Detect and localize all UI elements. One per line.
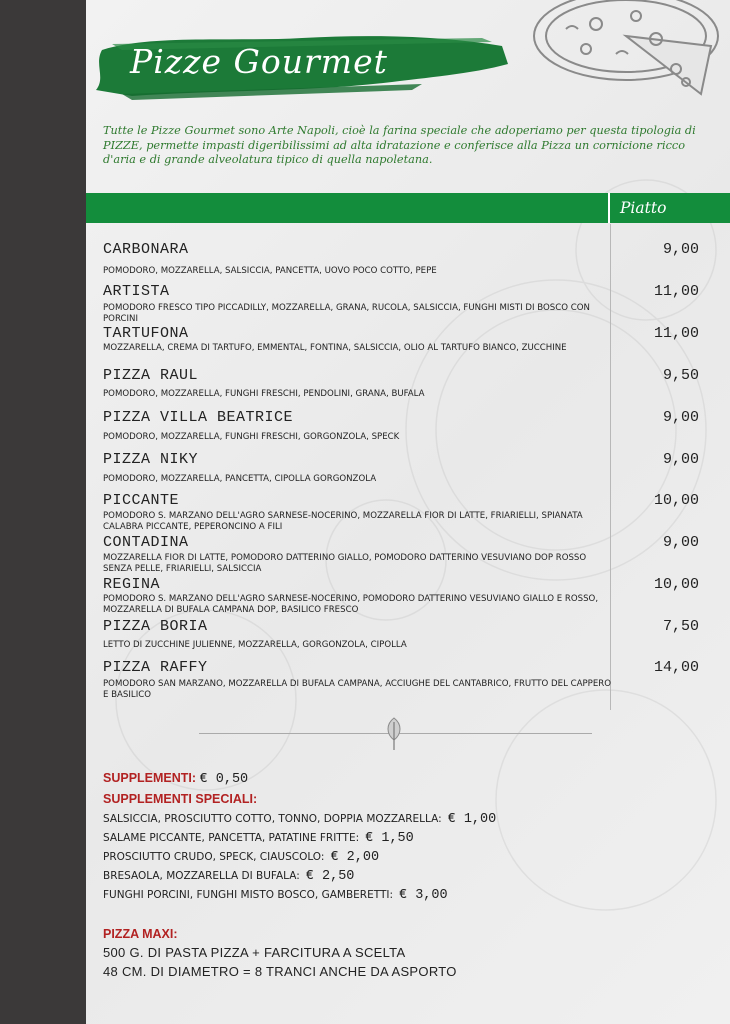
- supplement-text: SALAME PICCANTE, PANCETTA, PATATINE FRITTE:: [103, 832, 360, 844]
- item-description: POMODORO, MOZZARELLA, PANCETTA, CIPOLLA GORGONZOLA: [103, 474, 377, 484]
- item-price: 7,50: [662, 618, 699, 635]
- item-description: POMODORO S. MARZANO DELL'AGRO SARNESE-NOCERINO, MOZZARELLA FIOR DI LATTE, FRIARIELLI, SPIANATA CALABRA PICCANTE, PEPERONCINO A FILI: [103, 511, 583, 532]
- supplements-label: [103, 771, 248, 787]
- item-description: POMODORO FRESCO TIPO PICCADILLY, MOZZARELLA, GRANA, RUCOLA, SALSICCIA, FUNGHI MISTI DI BOSCO CON PORCINI: [103, 303, 590, 324]
- item-price: 10,00: [653, 576, 699, 593]
- item-description: LETTO DI ZUCCHINE JULIENNE, MOZZARELLA, GORGONZOLA, CIPOLLA: [103, 640, 407, 650]
- item-price: 9,00: [662, 409, 699, 426]
- header-separator: [608, 193, 610, 223]
- item-name: PICCANTE: [103, 492, 180, 509]
- leaf-ornament-icon: [382, 716, 406, 752]
- item-name: PIZZA NIKY: [103, 451, 199, 468]
- supplement-price: € 1,00: [447, 812, 497, 827]
- supplement-line: [103, 869, 354, 884]
- page-title: Pizze Gourmet: [130, 42, 388, 81]
- supplements-label-text: SUPPLEMENTI:: [103, 771, 197, 785]
- item-description: POMODORO S. MARZANO DELL'AGRO SARNESE-NOCERINO, POMODORO DATTERINO VESUVIANO GIALLO E ROSSO, MOZZARELLA DI BUFALA CAMPANA DOP, BASILICO FRESCO: [103, 594, 599, 615]
- item-price: 14,00: [653, 659, 699, 676]
- item-description: POMODORO, MOZZARELLA, SALSICCIA, PANCETTA, UOVO POCO COTTO, PEPE: [103, 266, 437, 276]
- item-price: 9,00: [662, 534, 699, 551]
- item-description: MOZZARELLA, CREMA DI TARTUFO, EMMENTAL, FONTINA, SALSICCIA, OLIO AL TARTUFO BIANCO, ZUCCHINE: [103, 343, 567, 353]
- supplement-price: € 3,00: [399, 888, 448, 903]
- column-header-piatto: Piatto: [620, 199, 667, 217]
- pizza-maxi-title: PIZZA MAXI:: [103, 927, 178, 941]
- supplement-price: € 1,50: [365, 831, 414, 846]
- item-description: POMODORO, MOZZARELLA, FUNGHI FRESCHI, PENDOLINI, GRANA, BUFALA: [103, 389, 425, 399]
- item-price: 10,00: [653, 492, 699, 509]
- supplement-text: FUNGHI PORCINI, FUNGHI MISTO BOSCO, GAMBERETTI:: [103, 889, 393, 901]
- supplement-price: € 2,00: [330, 850, 380, 865]
- item-price: 9,00: [662, 451, 699, 468]
- intro-text: Tutte le Pizze Gourmet sono Arte Napoli, cioè la farina speciale che adoperiamo per questa tipologia di PIZZE, permette impasti digeribilissimi ad alta idratazione e conferisce alla Pizza un cornicione ricco d'aria e di grande alveolatura tipico di quella napoletana.: [103, 124, 696, 166]
- pizza-sketch-icon: [526, 0, 726, 104]
- supplement-line: [103, 831, 414, 846]
- item-price: 11,00: [653, 325, 699, 342]
- price-column-divider: [610, 224, 611, 710]
- item-name: REGINA: [103, 576, 161, 593]
- item-name: ARTISTA: [103, 283, 170, 300]
- item-name: PIZZA RAUL: [103, 367, 199, 384]
- pizza-maxi-line-2: 48 CM. DI DIAMETRO = 8 TRANCI ANCHE DA ASPORTO: [103, 964, 457, 979]
- special-supplements-label: SUPPLEMENTI SPECIALI:: [103, 792, 258, 806]
- item-description: POMODORO, MOZZARELLA, FUNGHI FRESCHI, GORGONZOLA, SPECK: [103, 432, 400, 442]
- item-description: POMODORO SAN MARZANO, MOZZARELLA DI BUFALA CAMPANA, ACCIUGHE DEL CANTABRICO, FRUTTO DEL CAPPERO E BASILICO: [103, 679, 612, 700]
- pizza-maxi-line-1: 500 G. DI PASTA PIZZA + FARCITURA A SCELTA: [103, 945, 406, 960]
- supplement-text: BRESAOLA, MOZZARELLA DI BUFALA:: [103, 870, 300, 882]
- supplement-text: SALSICCIA, PROSCIUTTO COTTO, TONNO, DOPPIA MOZZARELLA:: [103, 813, 442, 825]
- item-description: MOZZARELLA FIOR DI LATTE, POMODORO DATTERINO GIALLO, POMODORO DATTERINO VESUVIANO DOP ROSSO SENZA PELLE, FRIARIELLI, SALSICCIA: [103, 553, 587, 574]
- item-price: 11,00: [653, 283, 699, 300]
- menu-page: [86, 0, 730, 1024]
- left-sidebar-strip: [0, 0, 86, 1024]
- supplement-line: [103, 812, 496, 827]
- item-name: PIZZA BORIA: [103, 618, 208, 635]
- item-price: 9,50: [662, 367, 699, 384]
- item-name: PIZZA RAFFY: [103, 659, 208, 676]
- item-name: CONTADINA: [103, 534, 189, 551]
- item-name: TARTUFONA: [103, 325, 189, 342]
- supplement-line: [103, 850, 379, 865]
- item-name: CARBONARA: [103, 241, 189, 258]
- supplements-price: € 0,50: [199, 772, 249, 787]
- supplement-text: PROSCIUTTO CRUDO, SPECK, CIAUSCOLO:: [103, 851, 325, 863]
- supplement-price: € 2,50: [305, 869, 355, 884]
- supplement-line: [103, 888, 448, 903]
- item-name: PIZZA VILLA BEATRICE: [103, 409, 294, 426]
- item-price: 9,00: [662, 241, 699, 258]
